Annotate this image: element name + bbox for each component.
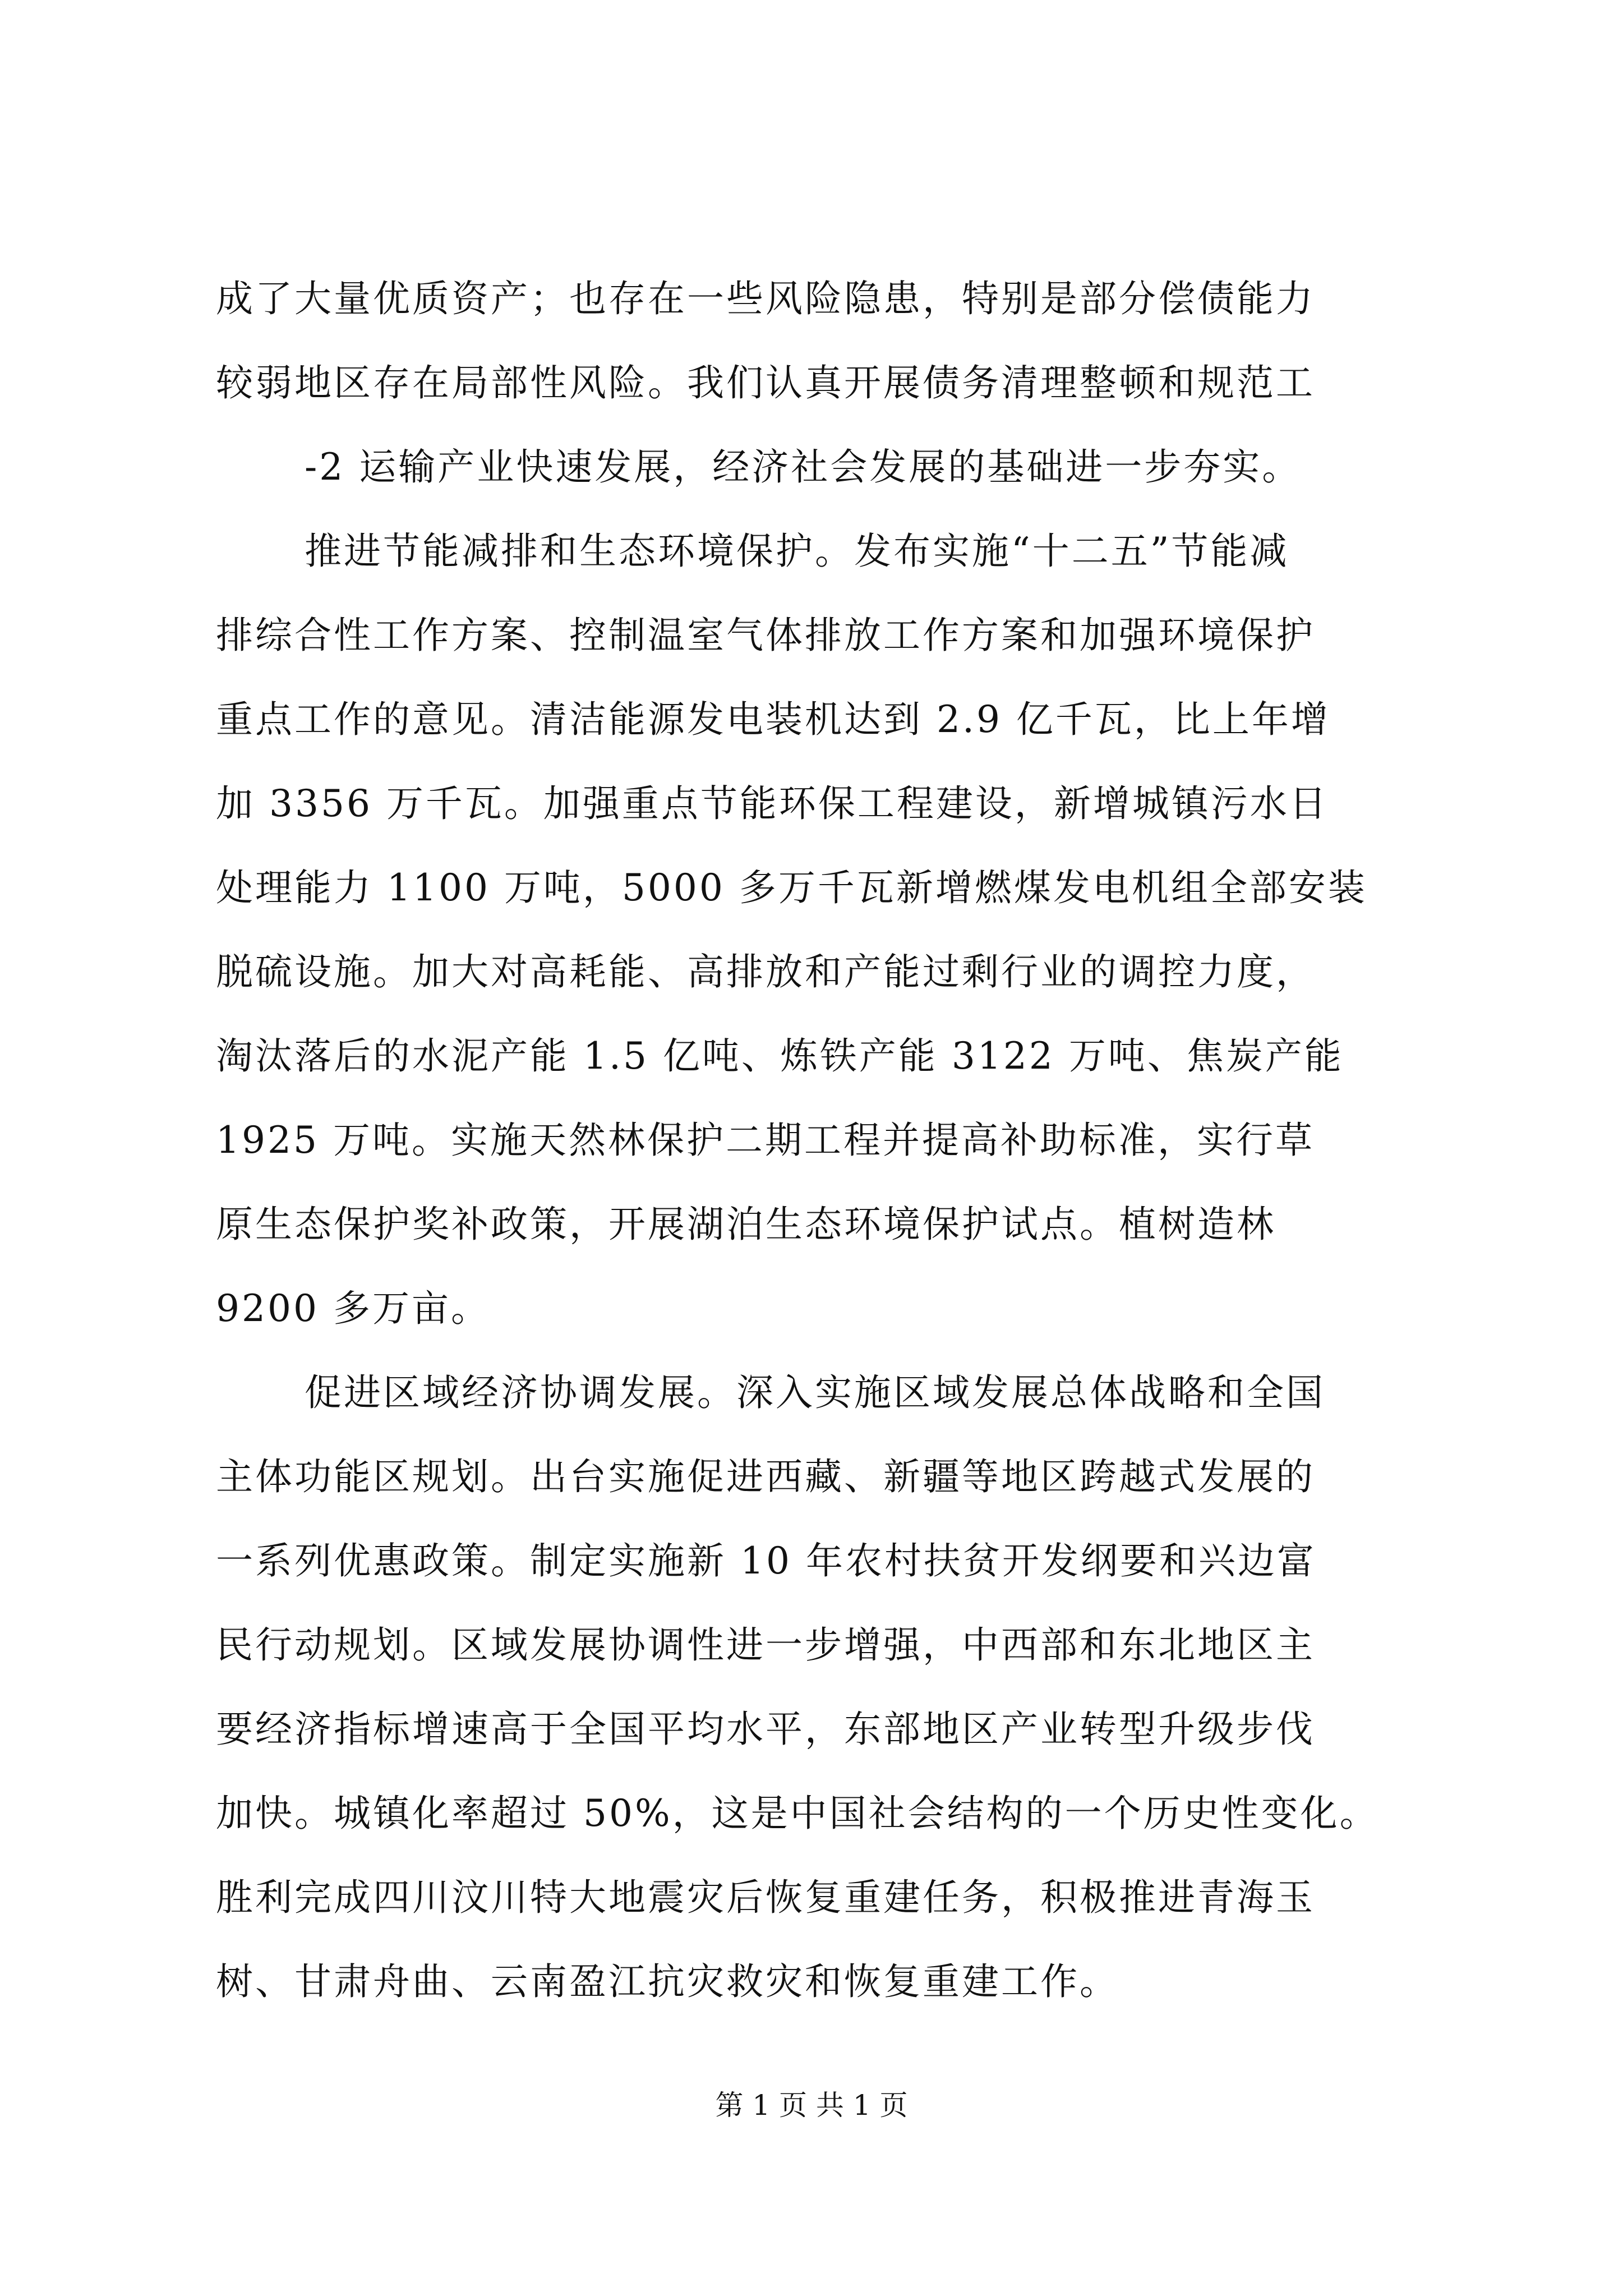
text-line: 成了大量优质资产；也存在一些风险隐患，特别是部分偿债能力 xyxy=(216,277,1315,320)
text-line: 原生态保护奖补政策，开展湖泊生态环境保护试点。植树造林 xyxy=(216,1203,1276,1246)
text-line: 脱硫设施。加大对高耗能、高排放和产能过剩行业的调控力度， xyxy=(216,950,1315,993)
text-line: 加 3356 万千瓦。加强重点节能环保工程建设，新增城镇污水日 xyxy=(216,782,1329,825)
page-footer: 第 1 页 共 1 页 xyxy=(715,2089,908,2122)
text-line: 淘汰落后的水泥产能 1.5 亿吨、炼铁产能 3122 万吨、焦炭产能 xyxy=(216,1034,1344,1078)
text-line: 促进区域经济协调发展。深入实施区域发展总体战略和全国 xyxy=(305,1371,1325,1414)
text-line: 推进节能减排和生态环境保护。发布实施“十二五”节能减 xyxy=(305,530,1289,573)
text-line: 处理能力 1100 万吨，5000 多万千瓦新增燃煤发电机组全部安装 xyxy=(216,866,1367,909)
text-line: 加快。城镇化率超过 50%，这是中国社会结构的一个历史性变化。 xyxy=(216,1792,1379,1835)
text-line: 排综合性工作方案、控制温室气体排放工作方案和加强环境保护 xyxy=(216,614,1315,657)
text-line: 民行动规划。区域发展协调性进一步增强，中西部和东北地区主 xyxy=(216,1623,1315,1667)
text-line: 重点工作的意见。清洁能源发电装机达到 2.9 亿千瓦，比上年增 xyxy=(216,698,1330,741)
text-line: 主体功能区规划。出台实施促进西藏、新疆等地区跨越式发展的 xyxy=(216,1455,1315,1498)
text-line: 要经济指标增速高于全国平均水平，东部地区产业转型升级步伐 xyxy=(216,1708,1315,1751)
text-line: -2 运输产业快速发展，经济社会发展的基础进一步夯实。 xyxy=(305,445,1302,489)
text-line: 一系列优惠政策。制定实施新 10 年农村扶贫开发纲要和兴边富 xyxy=(216,1539,1316,1582)
text-line: 胜利完成四川汶川特大地震灾后恢复重建任务，积极推进青海玉 xyxy=(216,1876,1315,1919)
text-line: 较弱地区存在局部性风险。我们认真开展债务清理整顿和规范工 xyxy=(216,361,1315,404)
text-line: 树、甘肃舟曲、云南盈江抗灾救灾和恢复重建工作。 xyxy=(216,1960,1119,2003)
text-line: 9200 多万亩。 xyxy=(216,1287,490,1330)
text-line: 1925 万吨。实施天然林保护二期工程并提高补助标准，实行草 xyxy=(216,1119,1315,1162)
